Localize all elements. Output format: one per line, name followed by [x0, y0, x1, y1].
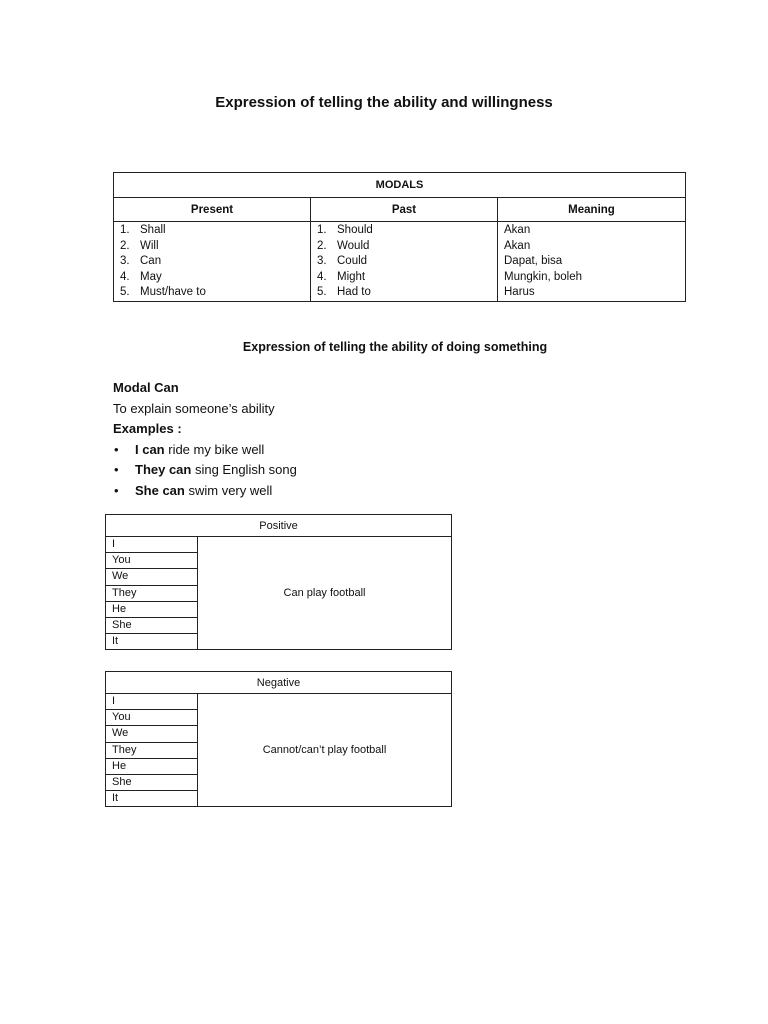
meaning-item: Mungkin, boleh — [504, 270, 582, 283]
past-modal-text: Would — [337, 239, 370, 252]
example-item — [113, 460, 297, 481]
past-list — [317, 223, 492, 301]
section-description: To explain someone’s ability — [113, 400, 275, 416]
positive-pronoun: It — [106, 634, 198, 650]
column-header-present: Present — [114, 198, 311, 222]
meaning-item: Dapat, bisa — [504, 255, 563, 268]
modals-table-header: MODALS — [114, 173, 686, 198]
present-modal-number: 1. — [120, 224, 130, 236]
present-modal-item — [120, 223, 305, 239]
negative-predicate: Cannot/can’t play football — [198, 694, 452, 807]
negative-pronoun: I — [106, 694, 198, 710]
past-modal-item — [317, 239, 492, 255]
positive-row — [106, 537, 452, 553]
meaning-item: Harus — [504, 286, 535, 299]
positive-pronoun: They — [106, 585, 198, 601]
present-modal-item — [120, 254, 305, 270]
example-rest: swim very well — [184, 482, 273, 498]
example-rest: ride my bike well — [164, 441, 265, 457]
past-modal-text: Had to — [337, 286, 371, 299]
meaning-list — [504, 223, 680, 301]
examples-list — [113, 440, 297, 502]
present-modal-number: 4. — [120, 270, 130, 283]
present-modal-number: 5. — [120, 286, 130, 299]
column-header-meaning: Meaning — [498, 198, 686, 222]
negative-pronoun: You — [106, 710, 198, 726]
examples-label: Examples : — [113, 421, 182, 436]
past-modal-item — [317, 223, 492, 239]
meaning-list-cell — [498, 222, 686, 302]
positive-pronoun: He — [106, 601, 198, 617]
past-modal-item — [317, 254, 492, 270]
negative-table — [105, 671, 452, 807]
present-modal-item — [120, 270, 305, 286]
present-modal-text: Will — [140, 239, 159, 252]
column-header-past: Past — [311, 198, 498, 222]
bullet-icon: • — [114, 462, 119, 477]
positive-table — [105, 514, 452, 650]
example-rest: sing English song — [191, 462, 297, 477]
present-modal-number: 3. — [120, 255, 130, 268]
past-modal-text: Could — [337, 255, 368, 268]
past-list-cell — [311, 222, 498, 302]
meaning-item: Akan — [504, 224, 531, 236]
past-modal-number: 4. — [317, 270, 327, 283]
negative-table-header: Negative — [106, 672, 452, 694]
example-subject: They can — [135, 462, 192, 477]
positive-table-header: Positive — [106, 515, 452, 537]
positive-pronoun: We — [106, 569, 198, 585]
example-subject: She can — [135, 482, 185, 498]
section-subtitle: Expression of telling the ability of doing something — [242, 340, 548, 354]
past-modal-number: 5. — [317, 286, 327, 299]
past-modal-number: 2. — [317, 239, 327, 252]
section-heading: Modal Can — [113, 380, 179, 395]
bullet-icon: • — [114, 441, 119, 457]
positive-pronoun: I — [106, 537, 198, 553]
page-title: Expression of telling the ability and willingness — [215, 94, 553, 111]
past-modal-number: 3. — [317, 255, 327, 268]
present-modal-item — [120, 239, 305, 255]
example-item — [113, 440, 297, 461]
present-modal-text: Must/have to — [140, 286, 206, 299]
negative-pronoun: They — [106, 742, 198, 758]
present-modal-text: Shall — [140, 224, 166, 236]
present-modal-item — [120, 285, 305, 301]
positive-pronoun: You — [106, 553, 198, 569]
present-list — [120, 223, 305, 301]
negative-pronoun: We — [106, 726, 198, 742]
modals-table — [113, 172, 686, 302]
past-modal-item — [317, 270, 492, 286]
positive-predicate: Can play football — [198, 537, 452, 650]
negative-row — [106, 694, 452, 710]
negative-pronoun: He — [106, 758, 198, 774]
past-modal-number: 1. — [317, 224, 327, 236]
modal-can-section — [113, 378, 297, 501]
example-item — [113, 481, 297, 502]
past-modal-text: Might — [337, 270, 366, 283]
present-modal-text: Can — [140, 255, 162, 268]
negative-pronoun: It — [106, 791, 198, 807]
negative-pronoun: She — [106, 775, 198, 791]
present-modal-text: May — [140, 270, 162, 283]
bullet-icon: • — [114, 482, 119, 498]
present-modal-number: 2. — [120, 239, 130, 252]
past-modal-item — [317, 285, 492, 301]
positive-pronoun: She — [106, 618, 198, 634]
meaning-item: Akan — [504, 239, 531, 252]
past-modal-text: Should — [337, 224, 373, 236]
present-list-cell — [114, 222, 311, 302]
example-subject: I can — [135, 441, 165, 457]
